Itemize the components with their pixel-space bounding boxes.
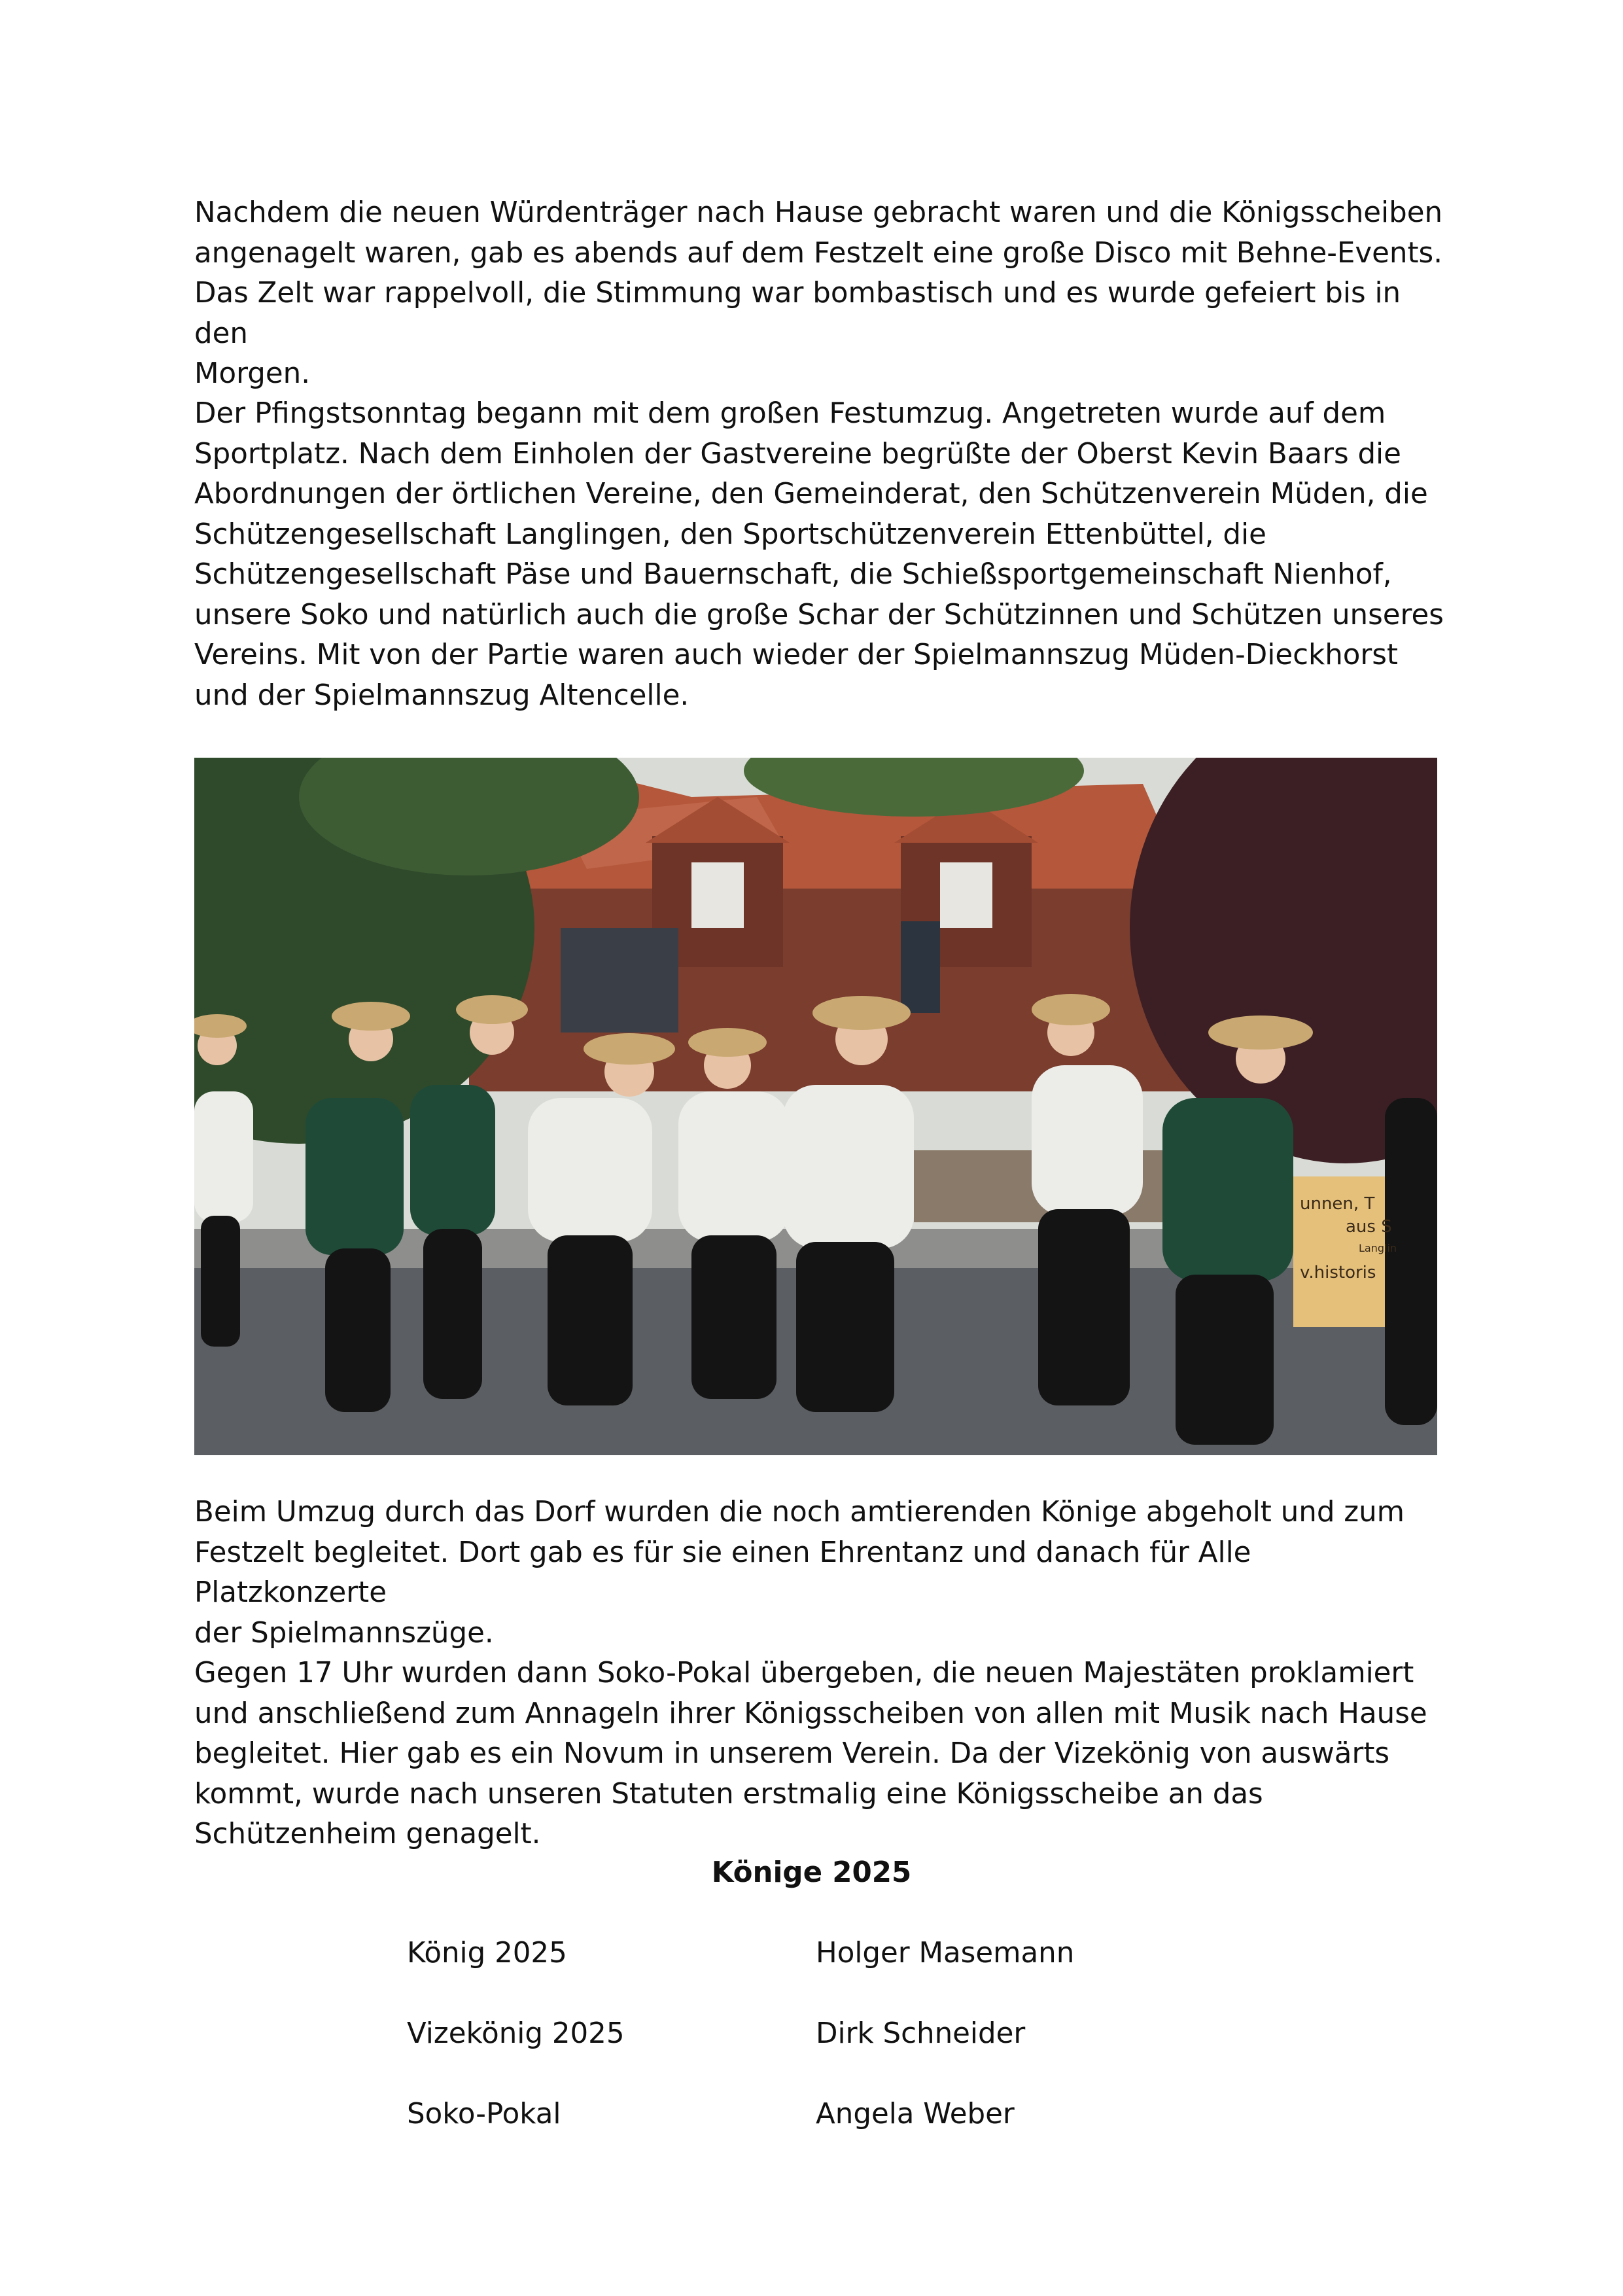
sign-text: v.historis: [1300, 1263, 1376, 1282]
paragraph-disco: Nachdem die neuen Würdenträger nach Hause gebracht waren und die Königsscheiben angenagelt waren, gab es abends auf dem Festzelt eine große Disco mit Behne-Events. Das Zelt war rappelvoll, die Stimmung war bombastisch und es wurde gefeiert bis in den Morgen.: [194, 196, 1443, 390]
sign-text: unnen, T: [1300, 1194, 1375, 1214]
kings-row-name: Holger Masemann: [816, 1937, 1075, 1969]
kings-row: [407, 1934, 1257, 1974]
kings-row: [407, 2014, 1257, 2055]
kings-row-name: Dirk Schneider: [816, 2017, 1026, 2050]
parade-photo: [194, 758, 1437, 1455]
kings-row-name: Angela Weber: [816, 2098, 1015, 2130]
kings-row-title: Soko-Pokal: [407, 2098, 561, 2130]
kings-row-title: Vizekönig 2025: [407, 2017, 625, 2050]
paragraph-umzug: Beim Umzug durch das Dorf wurden die noch amtierenden Könige abgeholt und zum Festzelt begleitet. Dort gab es für sie einen Ehrentanz und danach für Alle Platzkonzerte der Spielmannszüge. Gegen 17 Uhr wurden dann Soko-Pokal übergeben, die neuen Majestäten proklamiert und anschließend zum Annageln ihrer Königsscheiben von allen mit Musik nach Hause begleitet. Hier gab es ein Novum in unserem Verein. Da der Vizekönig von auswärts kommt, wurde nach unseren Statuten erstmalig eine Königsscheibe an das Schützenheim genagelt.: [194, 1496, 1427, 1850]
paragraph-festumzug: Der Pfingstsonntag begann mit dem großen Festumzug. Angetreten wurde auf dem Sportplatz. Nach dem Einholen der Gastvereine begrüßte der Oberst Kevin Baars die Abordnungen der örtlichen Vereine, den Gemeinderat, den Schützenverein Müden, die Schützengesellschaft Langlingen, den Sportschützenverein Ettenbüttel, die Schützengesellschaft Päse und Bauernschaft, die Schießsportgemeinschaft Nienhof, unsere Soko und natürlich auch die große Schar der Schützinnen und Schützen unseres Vereins. Mit von der Partie waren auch wieder der Spielmannszug Müden-Dieckhorst und der Spielmannszug Altencelle.: [194, 397, 1444, 712]
kings-row: [407, 2094, 1257, 2135]
kings-heading: Könige 2025: [711, 1856, 912, 1889]
kings-row-title: König 2025: [407, 1937, 567, 1969]
sign-text: aus S: [1346, 1217, 1392, 1237]
sign-text: Langlin: [1359, 1242, 1397, 1254]
